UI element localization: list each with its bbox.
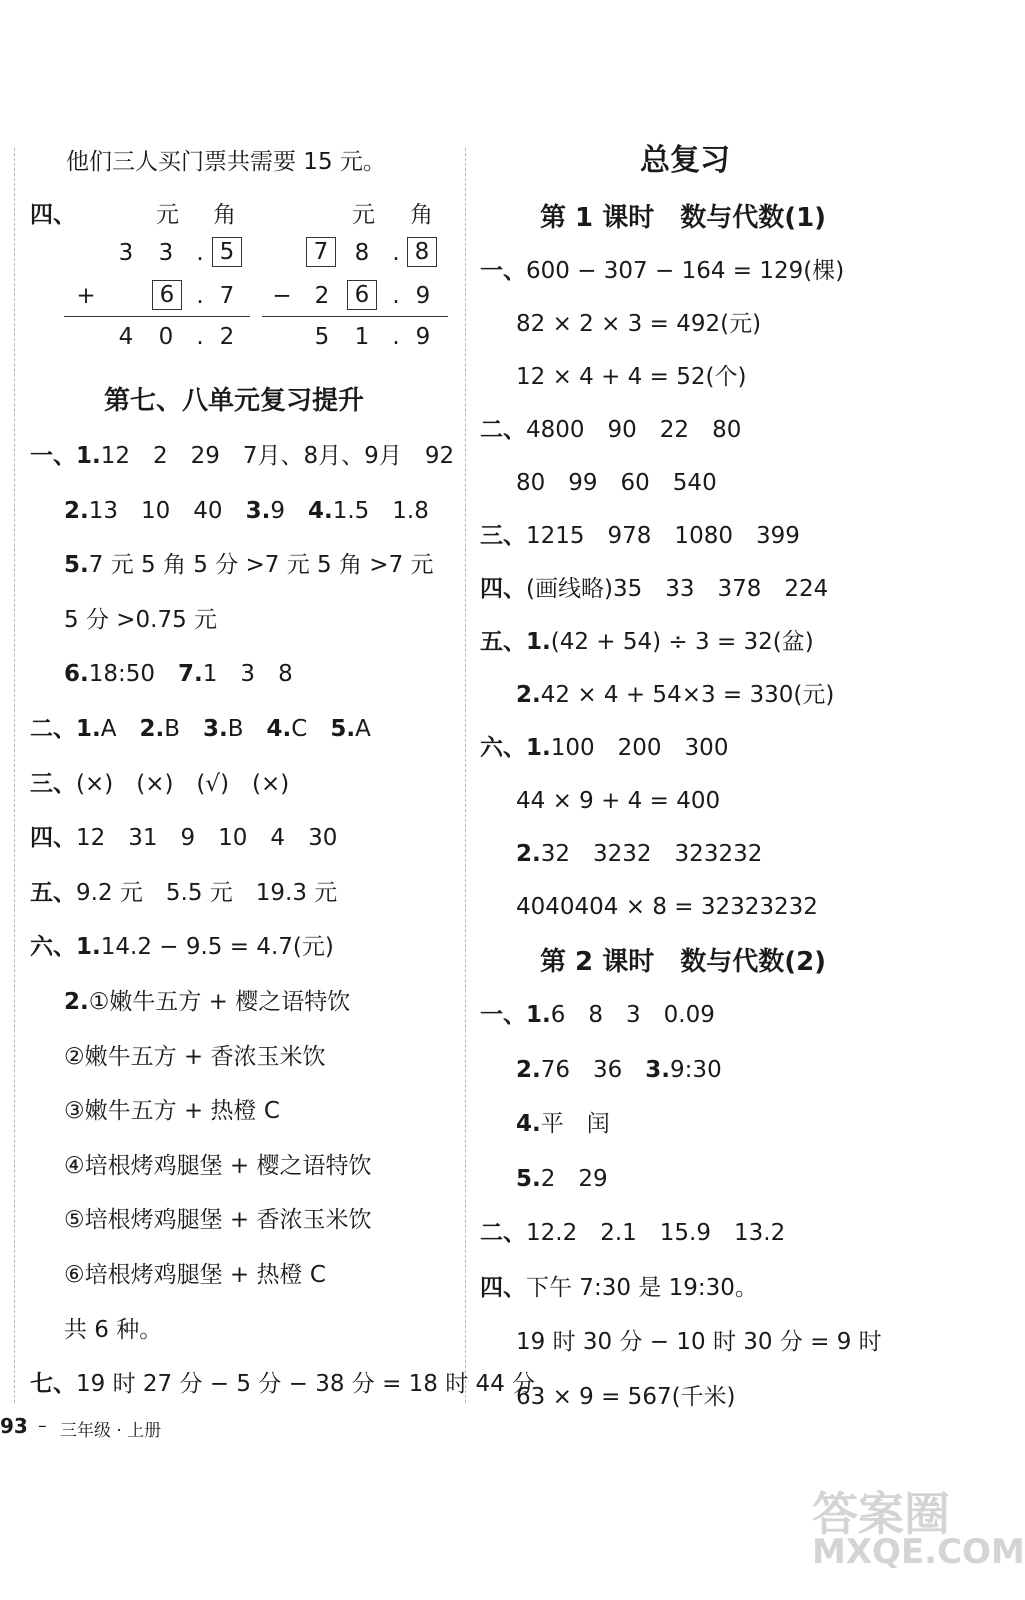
grade-label: 三年级 · 上册	[60, 1421, 162, 1441]
item-number: 5.	[516, 1165, 541, 1192]
answer-text: (画线略)35 33 378 224	[526, 576, 829, 602]
answer-line	[516, 680, 834, 710]
answer-line	[30, 714, 371, 744]
digit: 3	[158, 240, 174, 266]
item-number: 2.	[64, 989, 89, 1015]
answer-line	[30, 878, 337, 908]
footer-dash: –	[38, 1416, 47, 1436]
item-number: 4.	[266, 716, 292, 742]
answer-line	[516, 892, 818, 922]
answer-text: 42 × 4 + 54×3 = 330(元)	[540, 682, 835, 708]
answer-text: ⑤培根烤鸡腿堡 + 香浓玉米饮	[64, 1207, 372, 1234]
answer-prefix: 一、	[30, 443, 76, 469]
answer-text: 9.2 元 5.5 元 19.3 元	[76, 879, 338, 906]
watermark-site: MXQE.COM	[812, 1532, 1025, 1572]
answer-text: A	[100, 716, 140, 742]
decimal-point: .	[196, 324, 204, 350]
item-number: 4.	[307, 497, 333, 524]
watermark-brand: 答案圈	[812, 1487, 950, 1541]
answer-box: 7	[306, 237, 336, 267]
section-title-unit-7-8: 第七、八单元复习提升	[104, 386, 365, 416]
answer-text: 5 分 >0.75 元	[64, 606, 218, 633]
answer-text: 6 8 3 0.09	[550, 1002, 715, 1028]
answer-line	[480, 256, 844, 286]
answer-line	[516, 1327, 882, 1357]
digit: 5	[314, 324, 330, 350]
lesson1-title: 第 1 课时 数与代数(1)	[540, 203, 827, 233]
answer-line	[30, 769, 289, 799]
answer-prefix: 一、	[480, 1002, 526, 1028]
answer-text: ⑥培根烤鸡腿堡 + 热橙 C	[64, 1262, 326, 1288]
answer-line	[516, 309, 761, 339]
plus-sign: +	[76, 283, 96, 309]
answer-box: 8	[407, 237, 437, 267]
answer-line	[480, 521, 800, 551]
answer-box: 5	[212, 237, 242, 267]
answer-line	[64, 1315, 162, 1345]
answer-text: 12 31 9 10 4 30	[76, 825, 338, 852]
q4-label: 四、	[30, 202, 76, 228]
decimal-point: .	[196, 283, 204, 309]
answer-line	[480, 1273, 758, 1303]
answer-text: 18:50	[88, 661, 179, 688]
lesson2-title: 第 2 课时 数与代数(2)	[540, 947, 827, 977]
answer-line	[30, 932, 334, 962]
item-number: 1.	[526, 629, 551, 655]
answer-box: 6	[152, 280, 182, 310]
answer-text: B	[227, 716, 267, 742]
digit: 2	[314, 283, 330, 309]
answer-prefix: 二、	[480, 417, 526, 443]
digit: 2	[219, 324, 235, 350]
answer-text: 4040404 × 8 = 32323232	[516, 894, 818, 920]
item-number: 3.	[645, 1056, 671, 1083]
answer-text: 12 × 4 + 4 = 52(个)	[516, 364, 747, 390]
answer-prefix: 五、	[30, 879, 76, 906]
answer-prefix: 二、	[30, 716, 76, 742]
unit-jiao-left: 角	[213, 202, 236, 228]
answer-line	[516, 468, 717, 498]
item-number: 2.	[516, 841, 541, 867]
answer-text: 14.2 − 9.5 = 4.7(元)	[100, 934, 334, 961]
unit-yuan-right: 元	[352, 202, 375, 228]
answer-line	[64, 1096, 280, 1126]
answer-line	[64, 550, 434, 580]
answer-line	[30, 1369, 535, 1399]
answer-text: ②嫩牛五方 + 香浓玉米饮	[64, 1043, 326, 1070]
answer-prefix: 七、	[30, 1371, 76, 1398]
page-number: 93	[0, 1414, 28, 1438]
answer-line	[480, 1000, 715, 1030]
answer-text: ③嫩牛五方 + 热橙 C	[64, 1098, 280, 1125]
answer-prefix: 一、	[480, 258, 526, 284]
decimal-point: .	[392, 324, 400, 350]
answer-text: 9	[270, 497, 308, 524]
center-column-rule	[465, 148, 466, 1403]
item-number: 1.	[526, 735, 551, 761]
minus-sign: −	[272, 283, 292, 309]
answer-line	[516, 1055, 722, 1085]
answer-text: (×) (×) (√) (×)	[76, 770, 290, 797]
answer-text: 4800 90 22 80	[526, 417, 742, 443]
answer-line	[516, 1164, 608, 1194]
answer-line	[30, 441, 454, 471]
digit: 8	[354, 240, 370, 266]
answer-text: 1 3 8	[202, 661, 293, 688]
answer-line	[516, 1109, 610, 1139]
answer-prefix: 四、	[480, 576, 526, 602]
digit: 3	[118, 240, 134, 266]
answer-text: 82 × 2 × 3 = 492(元)	[516, 311, 762, 337]
answer-text: 共 6 种。	[64, 1316, 163, 1343]
item-number: 2.	[516, 682, 541, 708]
answer-text: 7 元 5 角 5 分 >7 元 5 角 >7 元	[88, 552, 434, 579]
answer-line	[516, 1382, 736, 1412]
answer-prefix: 四、	[30, 825, 76, 852]
item-number: 1.	[526, 1002, 551, 1028]
answer-line	[64, 1151, 372, 1181]
item-number: 7.	[178, 661, 203, 688]
answer-text: 19 时 27 分 − 5 分 − 38 分 = 18 时 44 分	[76, 1371, 536, 1398]
answer-text: 76 36	[540, 1056, 646, 1083]
item-number: 2.	[139, 716, 165, 742]
sum-line	[64, 316, 250, 317]
answer-prefix: 三、	[30, 770, 76, 797]
answer-text: 600 − 307 − 164 = 129(棵)	[526, 258, 845, 284]
answer-line	[64, 1042, 326, 1072]
answer-text: 44 × 9 + 4 = 400	[516, 788, 721, 814]
item-number: 5.	[64, 552, 89, 579]
decimal-point: .	[392, 283, 400, 309]
digit: 7	[219, 283, 235, 309]
answer-text: 12 2 29 7月、8月、9月 92	[100, 443, 455, 469]
answer-text: C	[291, 716, 331, 742]
answer-text: (42 + 54) ÷ 3 = 32(盆)	[550, 629, 814, 655]
answer-text: 平 闰	[540, 1111, 610, 1137]
answer-line	[30, 823, 337, 853]
item-number: 1.	[76, 934, 101, 961]
left-column-rule	[14, 148, 15, 1403]
answer-text: 80 99 60 540	[516, 470, 717, 496]
answer-line	[480, 733, 728, 763]
answer-prefix: 三、	[480, 523, 526, 549]
answer-line	[64, 1205, 372, 1235]
answer-text: 63 × 9 = 567(千米)	[516, 1383, 736, 1410]
answer-text: 32 3232 323232	[540, 841, 763, 867]
answer-box: 6	[347, 280, 377, 310]
answer-text: ①嫩牛五方 + 樱之语特饮	[88, 989, 351, 1015]
item-number: 5.	[330, 716, 356, 742]
digit: 9	[415, 283, 431, 309]
item-number: 3.	[245, 497, 271, 524]
digit: 9	[415, 324, 431, 350]
answer-line	[516, 839, 762, 869]
answer-text: 13 10 40	[88, 497, 246, 524]
answer-prefix: 五、	[480, 629, 526, 655]
answer-line	[64, 659, 293, 689]
main-title: 总复习	[640, 143, 730, 178]
item-number: 4.	[516, 1111, 541, 1137]
difference-line	[262, 316, 448, 317]
answer-text: 2 29	[540, 1165, 608, 1192]
decimal-point: .	[392, 240, 400, 266]
answer-text: 下午 7:30 是 19:30。	[526, 1274, 758, 1301]
answer-text: 1.5 1.8	[332, 497, 429, 524]
item-number: 6.	[64, 661, 89, 688]
answer-text: 19 时 30 分 − 10 时 30 分 = 9 时	[516, 1329, 882, 1355]
answer-text: 12.2 2.1 15.9 13.2	[526, 1220, 786, 1246]
answer-text: 1215 978 1080 399	[526, 523, 800, 549]
answer-text: ④培根烤鸡腿堡 + 樱之语特饮	[64, 1152, 372, 1179]
intro-line: 他们三人买门票共需要 15 元。	[66, 149, 386, 175]
unit-yuan-left: 元	[156, 202, 179, 228]
item-number: 3.	[203, 716, 228, 742]
answer-prefix: 六、	[30, 934, 76, 961]
answer-line	[480, 574, 828, 604]
answer-line	[64, 605, 217, 635]
decimal-point: .	[196, 240, 204, 266]
answer-line	[480, 1218, 785, 1248]
answer-text: 9:30	[670, 1056, 722, 1083]
answer-text: A	[355, 716, 371, 742]
answer-line	[480, 415, 741, 445]
answer-line	[516, 362, 746, 392]
digit: 0	[158, 324, 174, 350]
answer-line	[516, 786, 720, 816]
answer-line	[64, 1260, 326, 1290]
digit: 4	[118, 324, 134, 350]
item-number: 2.	[516, 1056, 541, 1083]
answer-prefix: 四、	[480, 1274, 526, 1301]
digit: 1	[354, 324, 370, 350]
item-number: 1.	[76, 716, 101, 742]
answer-prefix: 六、	[480, 735, 526, 761]
answer-line	[64, 987, 350, 1017]
answer-line	[480, 627, 814, 657]
answer-text: B	[164, 716, 204, 742]
answer-line	[64, 496, 429, 526]
item-number: 2.	[64, 497, 89, 524]
answer-prefix: 二、	[480, 1220, 526, 1246]
unit-jiao-right: 角	[410, 202, 433, 228]
item-number: 1.	[76, 443, 101, 469]
answer-text: 100 200 300	[550, 735, 729, 761]
